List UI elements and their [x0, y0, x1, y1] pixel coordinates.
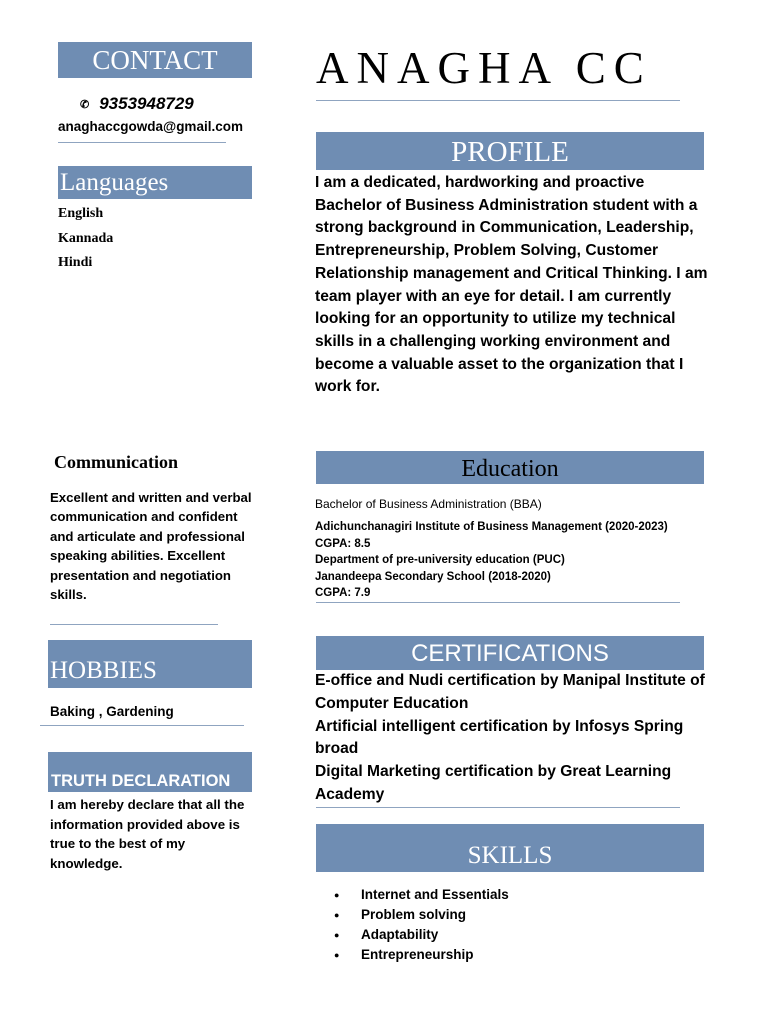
communication-text: Excellent and written and verbal communication and confident and articulate and professional speaking abilities. Excellent presentation and negotiation skills. — [50, 490, 252, 603]
education-degree: Bachelor of Business Administration (BBA) — [315, 497, 542, 511]
education-line: CGPA: 8.5 — [315, 538, 371, 550]
truth-declaration-heading-band — [48, 752, 252, 792]
contact-heading-band — [58, 42, 252, 78]
email-address[interactable]: anaghaccgowda@gmail.com — [58, 119, 243, 134]
certifications-heading-band — [316, 636, 704, 670]
hobbies-text: Baking , Gardening — [50, 704, 174, 719]
education-heading: Education — [461, 456, 559, 482]
education-line: Janandeepa Secondary School (2018-2020) — [315, 571, 551, 583]
contact-heading: CONTACT — [92, 45, 218, 75]
phone-icon: ✆ — [80, 99, 90, 112]
skill-item: ● Entrepreneurship — [334, 945, 509, 965]
communication-heading: Communication — [54, 452, 179, 472]
skills-heading-band — [316, 824, 704, 872]
candidate-name: ANAGHA CC — [316, 43, 652, 93]
name-divider — [316, 100, 680, 101]
language-item: Hindi — [58, 255, 93, 270]
hobbies-heading: HOBBIES — [50, 657, 157, 684]
certification-item: Artificial intelligent certification by Infosys Spring broad — [315, 717, 684, 758]
skills-list — [334, 885, 509, 965]
skill-item: ● Adaptability — [334, 925, 509, 945]
education-line: Adichunchanagiri Institute of Business Management (2020-2023) — [315, 521, 668, 533]
skill-item: ● Problem solving — [334, 905, 509, 925]
truth-declaration-text: I am hereby declare that all the information provided above is true to the best of my knowledge. — [50, 797, 245, 871]
profile-heading-band — [316, 132, 704, 170]
certification-item: Digital Marketing certification by Great Learning Academy — [315, 763, 672, 803]
communication-divider — [50, 624, 218, 625]
education-line: Department of pre-university education (PUC) — [315, 554, 565, 566]
profile-text: I am a dedicated, hardworking and proactive Bachelor of Business Administration student with a strong background in Communication, Leadership, Entrepreneurship, Problem Solving, Customer Relationship management and Critical Thinking. I am team player with an eye for detail. I am currently looking for an opportunity to utilize my technical skills in a challenging working environment and become a valuable asset to the organization that I work for. — [315, 174, 708, 396]
languages-heading-band — [58, 166, 252, 199]
certifications-heading: CERTIFICATIONS — [411, 640, 609, 667]
certifications-list — [315, 670, 710, 807]
profile-heading: PROFILE — [451, 136, 569, 168]
language-item: Kannada — [58, 231, 114, 246]
certifications-divider — [316, 807, 680, 808]
language-item: English — [58, 206, 104, 221]
phone-text: 9353948729 — [99, 94, 194, 113]
hobbies-divider — [40, 725, 244, 726]
education-line: CGPA: 7.9 — [315, 587, 371, 599]
certification-item: E-office and Nudi certification by Manipal Institute of Computer Education — [315, 672, 705, 712]
skill-item: ● Internet and Essentials — [334, 885, 509, 905]
contact-divider — [58, 142, 226, 143]
languages-heading: Languages — [60, 169, 169, 196]
education-heading-band — [316, 451, 704, 484]
truth-declaration-heading: TRUTH DECLARATION — [51, 772, 231, 790]
education-divider — [316, 602, 680, 603]
skills-heading: SKILLS — [467, 842, 553, 869]
hobbies-heading-band — [48, 640, 252, 688]
phone-number — [80, 94, 194, 114]
